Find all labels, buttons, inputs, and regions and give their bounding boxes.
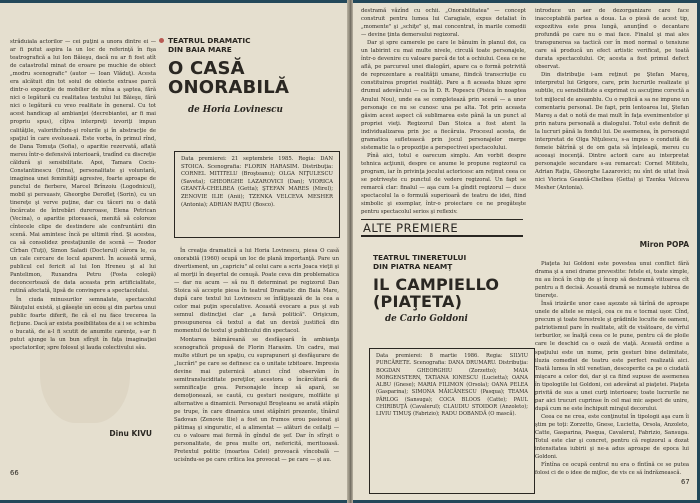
- paragraph: destramă văzînd cu ochii. „Onorabilitatea" — concept construit pentru lumea lui Caragiale, expus detaliat în „momente" şi „schiţe" şi, mai concentrat, în marile comedii — devine ţinta demersului regizoral.: [361, 8, 526, 39]
- author-signature: Miron POPA: [639, 240, 689, 249]
- right-col3-article-body: [535, 260, 689, 478]
- paragraph: introduce un aer de dezorganizare care face inacceptabilă partea a doua. La o piesă de acest tip, expozitiva este prea lungă, anunţînd o decantare profundă pe care nu o mai face. Finalul şi mai ales transpunerea sa tactică cer în mod normal o tensiune care să producă un efect artistic verificat, pe toată durata spectacolului. Or, acesta a fost primul defect observat.: [535, 8, 689, 71]
- right-col1-article-continuation: [361, 7, 526, 216]
- paragraph: Fîntîna ce ocupă centrul nu era o fîntînă ce se putea folosi ci de o idee de mijloc, de vis ce să îndrăznească.: [535, 462, 689, 477]
- theatre-city: DIN PIATRA NEAMŢ: [373, 262, 453, 271]
- left-page: [0, 3, 347, 500]
- paragraph: În ciuda minusurilor semnalate, spectacolul Băiuţului există, şi găseşte un ecou şi din partea unui public foarte diferit, fie că el nu face trecerea la ficţiune. Dacă ar exista posibilitatea de a i se schimba o bucată, de a-l fi scutit de anumite carenţe, s-ar fi putut ajunge la un bun sfîrşit în faţa imaginaţiei spectatorilor, spre folosul şi lauda colectivului său.: [10, 296, 156, 351]
- right-col2-article-conclusion: [535, 7, 689, 237]
- paragraph: În creaţia dramatică a lui Horia Lovinescu, piesa O casă onorabilă (1960) ocupă un loc de plană importanţă. Pare un divertisment, un „capriciu" al celui care a scris Joaca vieţii şi al morţii în deşertul de cenuşă. Poate ceva din problematica — dar nu acum — să nu fi determinat pe regizorul Dan Stoica să accepte piesa în teatrul Dramatic din Baia Mare, după care textul lui Lovinescu se înfăţişează de la cea a celor mai puţin speculative. Această evocare a pus şi sub semnul distincţiei clar „a farsă politică". Orişicum, presupunerea că textul a dat un deviză justifică din momentul de textul şi publicului din spectacol.: [174, 248, 339, 335]
- theatre-name: TEATRUL DRAMATIC: [168, 36, 251, 45]
- paragraph: Ceea ce ne crea, este conţinutul în tipologii aşa cum îi ştim pe toţi: Zorzetto, Gnese, Lucietta, Orsola, Anzoleto, Catte, Gasparina, Pasqua, Cavalerul, Fabrizio, Sansuga. Totul este clar şi concret, pentru că regizorul a dozat intensitatea iubirii şi ne-a adus aproape de epoca lui Goldoni.: [535, 413, 689, 461]
- playwright-byline: de Horia Lovinescu: [188, 105, 283, 115]
- section-heading: ALTE PREMIERE: [361, 219, 523, 237]
- play-title: IL CAMPIELLO (PIAŢETA): [373, 275, 500, 311]
- left-col2-article-body: [174, 247, 339, 497]
- paragraph: Dar şi spre camerele pe care le bănuim în planul doi, ca un labirint cu mai multe nivele, circulă toate personajele, într-o devenire cu valoare parcă de tot a ochiului. Ceea ce ne află, pe parcursul unei dialogări, apare ca o formă potrivită de reprezentare a realităţii umane, fiindcă transcriuţie cu constituirea propriei realităţi. Pare a fi aceasta bluze spre drumul adevărului — ca în D. R. Popescu (Pisica în noaptea Anului Nou), unde ea se completează prin scenă — a unor personaje ce nu se cunosc una pe alta. Tot prin aceasta găsim acest aspect că sublimarea este până la un punct al propriei vieţi. Regizorul Dan Stoica a fost atent la individualizarea prin joc a fiecăruia. Procesul acesta, de gramatica sufletească prin jocul personajelor merge sistematic la o propoziţie a perspectivei spectacolului.: [361, 40, 526, 151]
- paragraph: Pînă aici, totul e oarecum simplu. Am vorbit despre tehnica acţiunii, despre ce anume le propune regizorul ca program, iar în privinţa jocului actoricesc am reţinut ceea ce se potriveşte cu punctul de vedere regizoral. Un fapt se remarcă clar: finalul — aşa cum l-a gîndit regizorul — duce spectacolul la o formulă superioară de teatru de idei, fiind simbolic şi exemplar, într-o proiectare ce ne pregăteşte pentru spectacolul serios şi reflexiv.: [361, 152, 526, 216]
- paragraph: Montarea băimăreană se desfăşoară în ambianţa scenografică propusă de Florin Harasim. Un cadru, mai multe stiluri pe un spaţiu, cu suprapuneri şi desfăşurare de „lucrări" pe care se definesc ca o unitate izbitoare. Impresia devine mai puternică atunci cînd observăm în semitransluciditate pereţilor, acestora o încărcătură de semnificaţie grea. Personajele încep să apară, se demoţionează, se caută, cu gesturi nesigure, molfăite şi alternative a dinamicii. Personajul Broşteanu se arată stăpîn pe trupe, în care dinamica unei stăpîniri prezente, tînărul Sadovan (Zenovie Ilie) a fost un frumos erou pasionat şi pătimaş şi singuratic, el a alimentat — alături de ceilalţi — cu o valoare mai fermă în gîndul de şef. Dar în sfîrşit o personalitate, de prea multe ori, nefericită, merituoasă. Pretextul politic (moartea Celei) provoacă vîncobală — ucisîndu-se pe care critica lea provocat — pe care — şi au.: [174, 336, 339, 464]
- red-ink-mark: [159, 38, 164, 43]
- theatre-city: DIN BAIA MARE: [168, 45, 232, 54]
- page-number: 67: [681, 478, 690, 486]
- article-header: [168, 36, 338, 116]
- paragraph: Piaţeta lui Goldoni este povestea unui conflict fără drama şi a unei drame prevestite: fetele ei, toate simple, nu au încă în chip de şi încep să destramă viitoarea cît pentru a fi decisă. Această dramă se numeşte iubirea de tinereţe.: [535, 261, 689, 300]
- page-number: 66: [10, 469, 19, 477]
- author-signature: Dinu KIVU: [109, 429, 152, 438]
- right-page: [353, 3, 697, 500]
- paragraph: Din distribuţie i-am reţinut pe Ştefan Mareş, interpretul lui Grigore, care, prin lucrurile realizate şi subtile, cu sensibilitate a exprimat cu ascuţime corectă a tot mijlocul de ansamblu. Cu o replică a sa ne impune un comentariu personal. De fapt, prin lentoarea lui, Ştefan Mareş a dat o notă de mai mult în faţa evenimentelor şi prin natura personală a dialogului. Totul este definit de la lucruri până la fondul lui. De asemenea, în personajul interpretat de Olga Niţulescu, s-a impus o conduită de femeie bătrînă şi de om gata să înţeleagă, mereu cu aceeaşi inocenţă. Dintre actorii care au interpretat personajele secundare s-au remarcat: Cornel Mititelu, Adrian Raţiu, Gheorghe Lazarovici; nu sînt de uitat însă nici Viorica Geantă-Chelbea (Getta) şi Tzenka Velceva Mesher (Antonia).: [535, 72, 689, 192]
- play-title: O CASĂ ONORABILĂ: [168, 58, 290, 98]
- production-credits-box: Data premierei: 8 martie 1986. Regia: SILVIU PURCĂRETE. Scenografia: DANA DRUMARU. Distribuţia: BOGDAN GHEORGHIU (Zorzetto); MAIA MORGENSTERN, TATIANA IONESCU (Lucietta); OANA ALBU (Gnese); MARIA FILIMON (Orsola); OANA PELEA (Gasparina); SIMONA MĂICĂNESCU (Pasqua); TEAMA PÂRLOG (Sansuga); COCA BLOOS (Catte); PAUL CHIRIBUŢĂ (Cavalerul); CLAUDIU STOIDOR (Anzoleto); LIVIU TIMUŞ (Fabrizio); RADU DOBANDĂ (O mască).: [369, 348, 535, 494]
- playwright-byline: de Carlo Goldoni: [385, 314, 468, 324]
- left-col1-article-end: [10, 38, 156, 440]
- article-header: [373, 253, 523, 325]
- production-credits-box: Data premierei: 21 septembrie 1985. Regia: DAN STOICA. Scenografia: FLORIN HARASIM. Distribuţia: CORNEL MITITELU (Broşteanu); OLGA NIŢULESCU (Saveta); GHEORGHE LAZAROVICI (Dan); VIORICA GEANTĂ-CHELBEA (Getta); ŞTEFAN MARES (Mirel); ZENOVIE ILIE (Anii); TZENKA VELCEVA MESHER (Antonia); ADRIAN RAŢIU (Bosco).: [174, 151, 340, 238]
- paragraph: Însă irizările unor case aşezate să tărînă de aproape unele de altele se mişcă, cea ce nu e tocmai ușor. Cînd, precum şi toate ferestrele şi grădinile locuite de oameni, patriotismul pare în realitate, atît de visătoare, de vîrful ierburilor, se înalţă ceea ce le pune, pentru că de ploile care le deschid ca o oază de viaţă. Această ordine a spaţiului este un nume, prin gesturi bine delimitate, iluzia comediei de teatru este perfect realizată aici. Toată lumea în stil venetian, descoperite ca pe o ciudată mişcare a celor doi, dar şi ca fiind supuse de asemenea în tipologiile lui Goldoni, cei adevărat al piaţetei. Piaţeta privită de sus a unei curţi interioare; toate lucrurile ne par aici trucuri cuprinse în cel mai mic aspect de unire, după cum ne este închipuit mirajul decorului.: [535, 301, 689, 412]
- paragraph: străduiala actorilor — cei puţini a unora dintre ei — ar fi putut aspira la un loc de referinţă în fişa teatrografică a lui Ion Băieşu, dacă nu ar fi fost atît de catastrofal minat de eroare pe muchie de obiect „modru scenografic" (autor — Ioan Vlăduţ). Acesta era alcătuit din tot soiul de obiecte extrase parcă dintr-o expoziţie de mobilier de mîna a şaptea, fără nici o legătură cu realitatea textului lui Băieşu, fără nici o legătură cu vreo realitate în general. Cu tot acest handicap al ambianţei (decrebiantei, ar fi mai propriu spus), cîţiva interpreţi izvoriţi impun calităţile, valorificîndu-şi rolurile şi în abstracţie de spaţiul în care evoluează. Este vorba, în primul rînd, de Dana Tomuţa (Sofia), o aparitie rezervată, aflată mereu într-o defensivă interioară, tradînd cu discreţie căldură şi sensibilitate. Apoi, Tamara Cociu-Constantinescu (Irina), personalitate şi voluntară, imaginea unei feminităţi agresive, foarte aproape de punctul de fierbere, Marcel Brînzoiu (Logodnicul), mobil şi persuasiv, Gheorghe Derofleţ (Sorin), cu un tinereţe şi verve puţine, dar cu tăceri nu o dată încărcate de întrebări dureroase, Elena Petrican (Vecina), o aparitie pitorească, menită să coloreze cîntecele clipe de destindere ale confruntării din scenă. Mai amintesc încă pe ultimii rînd. Şi acestea, ca să consolidez prestaţiunile de scenă — Teodor Cîrban (Tuţi), Simon Saladi (Docterul) cărora le, ca un cale cercare de locul aparent. În această urmă, publicul cel fericit al lui Ion Hreneu şi al lui Pantelimon, Ruxandra Petru (Fosta colegă) deconcertează de data aceasta prin artificialitate, rutină afectată, lipsă de convingere a spectacolului.: [10, 39, 156, 295]
- theatre-name: TEATRUL TINERETULUI: [373, 253, 467, 262]
